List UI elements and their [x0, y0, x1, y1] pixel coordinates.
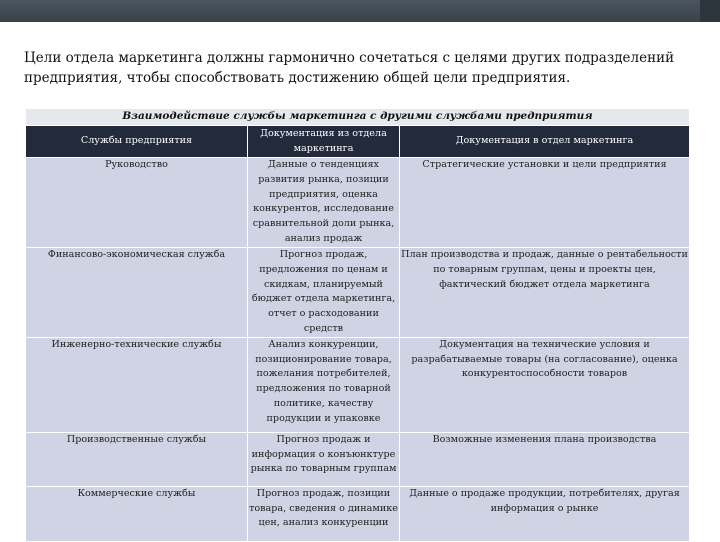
title-bar-accent: [700, 0, 720, 22]
table-row: [26, 248, 690, 338]
page-heading: Цели отдела маркетинга должны гармонично сочетаться с целями других подразделений предприятия, чтобы способствовать достижению общей цели предприятия.: [24, 50, 675, 86]
docs-to-marketing-cell: План производства и продаж, данные о рентабельности по товарным группам, цены и проекты цен, фактический бюджет отдела маркетинга: [400, 248, 690, 338]
docs-from-marketing-cell: Прогноз продаж, предложения по ценам и скидкам, планируемый бюджет отдела маркетинга, отчет о расходовании средств: [248, 248, 400, 338]
interaction-table: [25, 108, 690, 542]
table-row: [26, 337, 690, 432]
table-header-row: [26, 126, 690, 158]
column-header: Документация из отдела маркетинга: [248, 126, 400, 158]
docs-from-marketing-cell: Данные о тенденциях развития рынка, позиции предприятия, оценка конкурентов, исследование сравнительной доли рынка, анализ продаж: [248, 158, 400, 248]
service-cell: Производственные службы: [26, 432, 248, 486]
docs-to-marketing-cell: Стратегические установки и цели предприятия: [400, 158, 690, 248]
column-header: Службы предприятия: [26, 126, 248, 158]
table-row: [26, 486, 690, 541]
table-row: [26, 432, 690, 486]
service-cell: Финансово-экономическая служба: [26, 248, 248, 338]
service-cell: Инженерно-технические службы: [26, 337, 248, 432]
column-header: Документация в отдел маркетинга: [400, 126, 690, 158]
docs-to-marketing-cell: Данные о продаже продукции, потребителях, другая информация о рынке: [400, 486, 690, 541]
docs-to-marketing-cell: Возможные изменения плана производства: [400, 432, 690, 486]
service-cell: Коммерческие службы: [26, 486, 248, 541]
title-bar: [0, 0, 720, 22]
docs-from-marketing-cell: Прогноз продаж, позиции товара, сведения о динамике цен, анализ конкуренции: [248, 486, 400, 541]
table-title: Взаимодействие службы маркетинга с другими службами предприятия: [26, 109, 690, 126]
service-cell: Руководство: [26, 158, 248, 248]
docs-from-marketing-cell: Анализ конкуренции, позиционирование товара, пожелания потребителей, предложения по товарной политике, качеству продукции и упаковке: [248, 337, 400, 432]
table-row: [26, 158, 690, 248]
docs-to-marketing-cell: Документация на технические условия и разрабатываемые товары (на согласование), оценка конкурентоспособности товаров: [400, 337, 690, 432]
docs-from-marketing-cell: Прогноз продаж и информация о конъюнктуре рынка по товарным группам: [248, 432, 400, 486]
